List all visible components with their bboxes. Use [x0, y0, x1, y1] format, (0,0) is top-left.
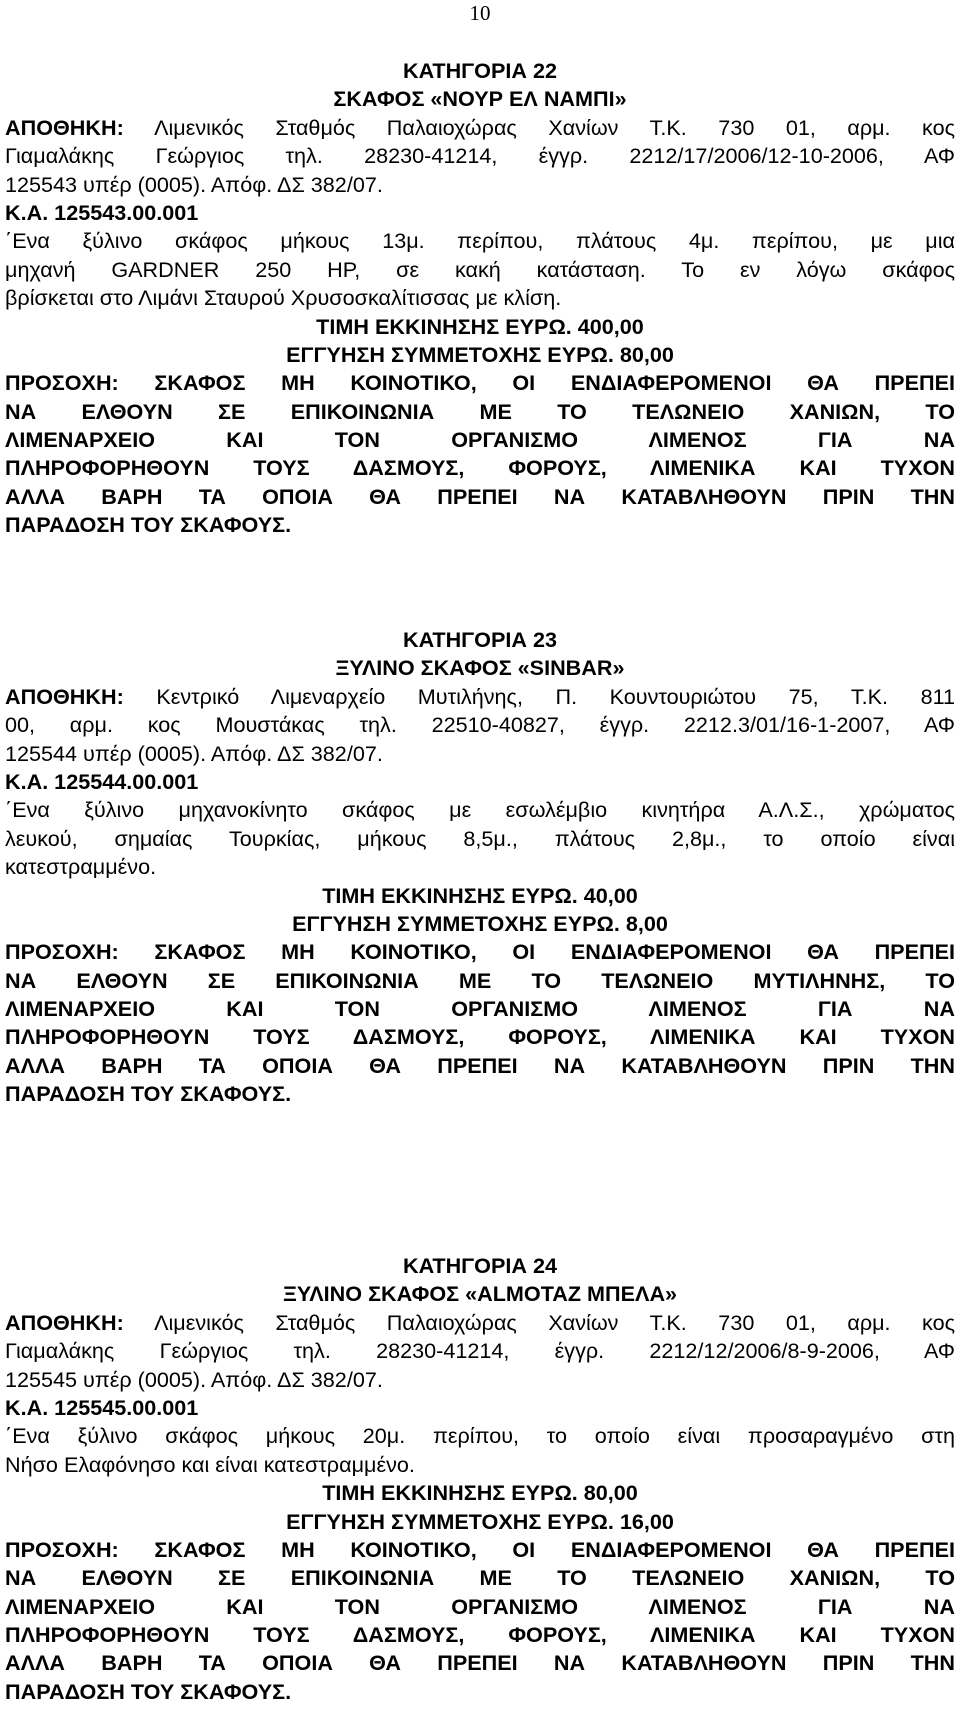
vessel-title: ΞΥΛΙΝΟ ΣΚΑΦΟΣ «SINBAR» [335, 655, 625, 681]
notice-line: ΠΡΟΣΟΧΗ: ΣΚΑΦΟΣ ΜΗ ΚΟΙΝΟΤΙΚΟ, ΟΙ ΕΝΔΙΑΦΕΡΟΜΕΝΟΙ ΘΑ ΠΡΕΠΕΙ [5, 939, 955, 965]
warehouse-text: Λιμενικός Σταθμός Παλαιοχώρας Χανίων Τ.Κ. 730 01, αρμ. κος [154, 114, 956, 140]
notice-line: ΝΑ ΕΛΘΟΥΝ ΣΕ ΕΠΙΚΟΙΝΩΝΙΑ ΜΕ ΤΟ ΤΕΛΩΝΕΙΟ ΧΑΝΙΩΝ, ΤΟ [5, 398, 955, 424]
category-heading: ΚΑΤΗΓΟΡΙΑ 22 [403, 58, 557, 83]
vessel-title: ΣΚΑΦΟΣ «ΝΟΥΡ ΕΛ ΝΑΜΠΙ» [333, 86, 627, 112]
description-line: ΄Ενα ξύλινο μηχανοκίνητο σκάφος με εσωλέμβιο κινητήρα Α.Λ.Σ., χρώματος [5, 797, 955, 823]
notice-line: ΠΑΡΑΔΟΣΗ ΤΟΥ ΣΚΑΦΟΥΣ. [5, 1678, 292, 1704]
warehouse-line: Γιαμαλάκης Γεώργιος τηλ. 28230-41214, έγγρ. 2212/17/2006/12-10-2006, ΑΦ [5, 143, 955, 169]
category-24-section [5, 1252, 955, 1706]
participation-guarantee: ΕΓΓΥΗΣΗ ΣΥΜΜΕΤΟΧΗΣ ΕΥΡΩ. 16,00 [286, 1508, 674, 1534]
page-number: 10 [469, 1, 491, 25]
warehouse-label: ΑΠΟΘΗΚΗ: [5, 683, 124, 709]
warehouse-line: Γιαμαλάκης Γεώργιος τηλ. 28230-41214, έγγρ. 2212/12/2006/8-9-2006, ΑΦ [5, 1338, 955, 1364]
warehouse-line: 125544 υπέρ (0005). Απόφ. ΔΣ 382/07. [5, 740, 383, 766]
notice-line: ΠΡΟΣΟΧΗ: ΣΚΑΦΟΣ ΜΗ ΚΟΙΝΟΤΙΚΟ, ΟΙ ΕΝΔΙΑΦΕΡΟΜΕΝΟΙ ΘΑ ΠΡΕΠΕΙ [5, 1536, 955, 1562]
notice-line: ΠΡΟΣΟΧΗ: ΣΚΑΦΟΣ ΜΗ ΚΟΙΝΟΤΙΚΟ, ΟΙ ΕΝΔΙΑΦΕΡΟΜΕΝΟΙ ΘΑ ΠΡΕΠΕΙ [5, 370, 955, 396]
description-line: λευκού, σημαίας Τουρκίας, μήκους 8,5μ., πλάτους 2,8μ., το οποίο είναι [5, 825, 955, 851]
participation-guarantee: ΕΓΓΥΗΣΗ ΣΥΜΜΕΤΟΧΗΣ ΕΥΡΩ. 8,00 [292, 910, 668, 936]
warehouse-label: ΑΠΟΘΗΚΗ: [5, 1309, 124, 1335]
description-line: ΄Ενα ξύλινο σκάφος μήκους 20μ. περίπου, το οποίο είναι προσαραγμένο στη [5, 1423, 955, 1449]
category-22-section [5, 57, 955, 540]
notice-line: ΑΛΛΑ ΒΑΡΗ ΤΑ ΟΠΟΙΑ ΘΑ ΠΡΕΠΕΙ ΝΑ ΚΑΤΑΒΛΗΘΟΥΝ ΠΡΙΝ ΤΗΝ [5, 1650, 955, 1676]
description-line: Νήσο Ελαφόνησο και είναι κατεστραμμένο. [5, 1451, 415, 1477]
notice-line: ΠΛΗΡΟΦΟΡΗΘΟΥΝ ΤΟΥΣ ΔΑΣΜΟΥΣ, ΦΟΡΟΥΣ, ΛΙΜΕΝΙΚΑ ΚΑΙ ΤΥΧΟΝ [5, 1024, 955, 1050]
notice-line: ΠΛΗΡΟΦΟΡΗΘΟΥΝ ΤΟΥΣ ΔΑΣΜΟΥΣ, ΦΟΡΟΥΣ, ΛΙΜΕΝΙΚΑ ΚΑΙ ΤΥΧΟΝ [5, 1622, 955, 1648]
notice-line: ΠΛΗΡΟΦΟΡΗΘΟΥΝ ΤΟΥΣ ΔΑΣΜΟΥΣ, ΦΟΡΟΥΣ, ΛΙΜΕΝΙΚΑ ΚΑΙ ΤΥΧΟΝ [5, 455, 955, 481]
warehouse-line: 00, αρμ. κος Μουστάκας τηλ. 22510-40827, έγγρ. 2212.3/01/16-1-2007, ΑΦ [5, 712, 955, 738]
category-heading: ΚΑΤΗΓΟΡΙΑ 23 [403, 627, 557, 652]
vessel-title: ΞΥΛΙΝΟ ΣΚΑΦΟΣ «ALMOTAZ ΜΠΕΛΑ» [282, 1281, 678, 1307]
warehouse-line: 125545 υπέρ (0005). Απόφ. ΔΣ 382/07. [5, 1366, 383, 1392]
warehouse-text: Λιμενικός Σταθμός Παλαιοχώρας Χανίων Τ.Κ. 730 01, αρμ. κος [154, 1309, 956, 1335]
category-heading: ΚΑΤΗΓΟΡΙΑ 24 [403, 1253, 557, 1278]
notice-line: ΠΑΡΑΔΟΣΗ ΤΟΥ ΣΚΑΦΟΥΣ. [5, 1081, 292, 1107]
description-line: μηχανή GARDNER 250 HP, σε κακή κατάσταση. Το εν λόγω σκάφος [5, 256, 955, 282]
notice-line: ΑΛΛΑ ΒΑΡΗ ΤΑ ΟΠΟΙΑ ΘΑ ΠΡΕΠΕΙ ΝΑ ΚΑΤΑΒΛΗΘΟΥΝ ΠΡΙΝ ΤΗΝ [5, 483, 955, 509]
warehouse-line [5, 114, 955, 142]
notice-line: ΝΑ ΕΛΘΟΥΝ ΣΕ ΕΠΙΚΟΙΝΩΝΙΑ ΜΕ ΤΟ ΤΕΛΩΝΕΙΟ ΜΥΤΙΛΗΝΗΣ, ΤΟ [5, 967, 955, 993]
description-line: βρίσκεται στο Λιμάνι Σταυρού Χρυσοσκαλίτισσας με κλίση. [5, 285, 562, 311]
warehouse-label: ΑΠΟΘΗΚΗ: [5, 114, 124, 140]
warehouse-text: Κεντρικό Λιμεναρχείο Μυτιλήνης, Π. Κουντουριώτου 75, Τ.Κ. 811 [156, 683, 956, 709]
description-line: κατεστραμμένο. [5, 854, 157, 880]
starting-price: ΤΙΜΗ ΕΚΚΙΝΗΣΗΣ ΕΥΡΩ. 400,00 [316, 313, 644, 339]
warehouse-line [5, 1309, 955, 1337]
description-line: ΄Ενα ξύλινο σκάφος μήκους 13μ. περίπου, πλάτους 4μ. περίπου, με μια [5, 228, 955, 254]
budget-code: Κ.Α. 125543.00.001 [5, 199, 199, 225]
notice-line: ΝΑ ΕΛΘΟΥΝ ΣΕ ΕΠΙΚΟΙΝΩΝΙΑ ΜΕ ΤΟ ΤΕΛΩΝΕΙΟ ΧΑΝΙΩΝ, ΤΟ [5, 1565, 955, 1591]
category-23-section [5, 626, 955, 1109]
notice-line: ΛΙΜΕΝΑΡΧΕΙΟ ΚΑΙ ΤΟΝ ΟΡΓΑΝΙΣΜΟ ΛΙΜΕΝΟΣ ΓΙΑ ΝΑ [5, 427, 955, 453]
warehouse-line: 125543 υπέρ (0005). Απόφ. ΔΣ 382/07. [5, 171, 383, 197]
warehouse-line [5, 683, 955, 711]
starting-price: ΤΙΜΗ ΕΚΚΙΝΗΣΗΣ ΕΥΡΩ. 40,00 [322, 882, 638, 908]
notice-line: ΑΛΛΑ ΒΑΡΗ ΤΑ ΟΠΟΙΑ ΘΑ ΠΡΕΠΕΙ ΝΑ ΚΑΤΑΒΛΗΘΟΥΝ ΠΡΙΝ ΤΗΝ [5, 1052, 955, 1078]
participation-guarantee: ΕΓΓΥΗΣΗ ΣΥΜΜΕΤΟΧΗΣ ΕΥΡΩ. 80,00 [286, 341, 674, 367]
notice-line: ΛΙΜΕΝΑΡΧΕΙΟ ΚΑΙ ΤΟΝ ΟΡΓΑΝΙΣΜΟ ΛΙΜΕΝΟΣ ΓΙΑ ΝΑ [5, 1593, 955, 1619]
notice-line: ΠΑΡΑΔΟΣΗ ΤΟΥ ΣΚΑΦΟΥΣ. [5, 512, 292, 538]
starting-price: ΤΙΜΗ ΕΚΚΙΝΗΣΗΣ ΕΥΡΩ. 80,00 [322, 1480, 638, 1506]
budget-code: Κ.Α. 125544.00.001 [5, 768, 199, 794]
notice-line: ΛΙΜΕΝΑΡΧΕΙΟ ΚΑΙ ΤΟΝ ΟΡΓΑΝΙΣΜΟ ΛΙΜΕΝΟΣ ΓΙΑ ΝΑ [5, 996, 955, 1022]
budget-code: Κ.Α. 125545.00.001 [5, 1394, 199, 1420]
